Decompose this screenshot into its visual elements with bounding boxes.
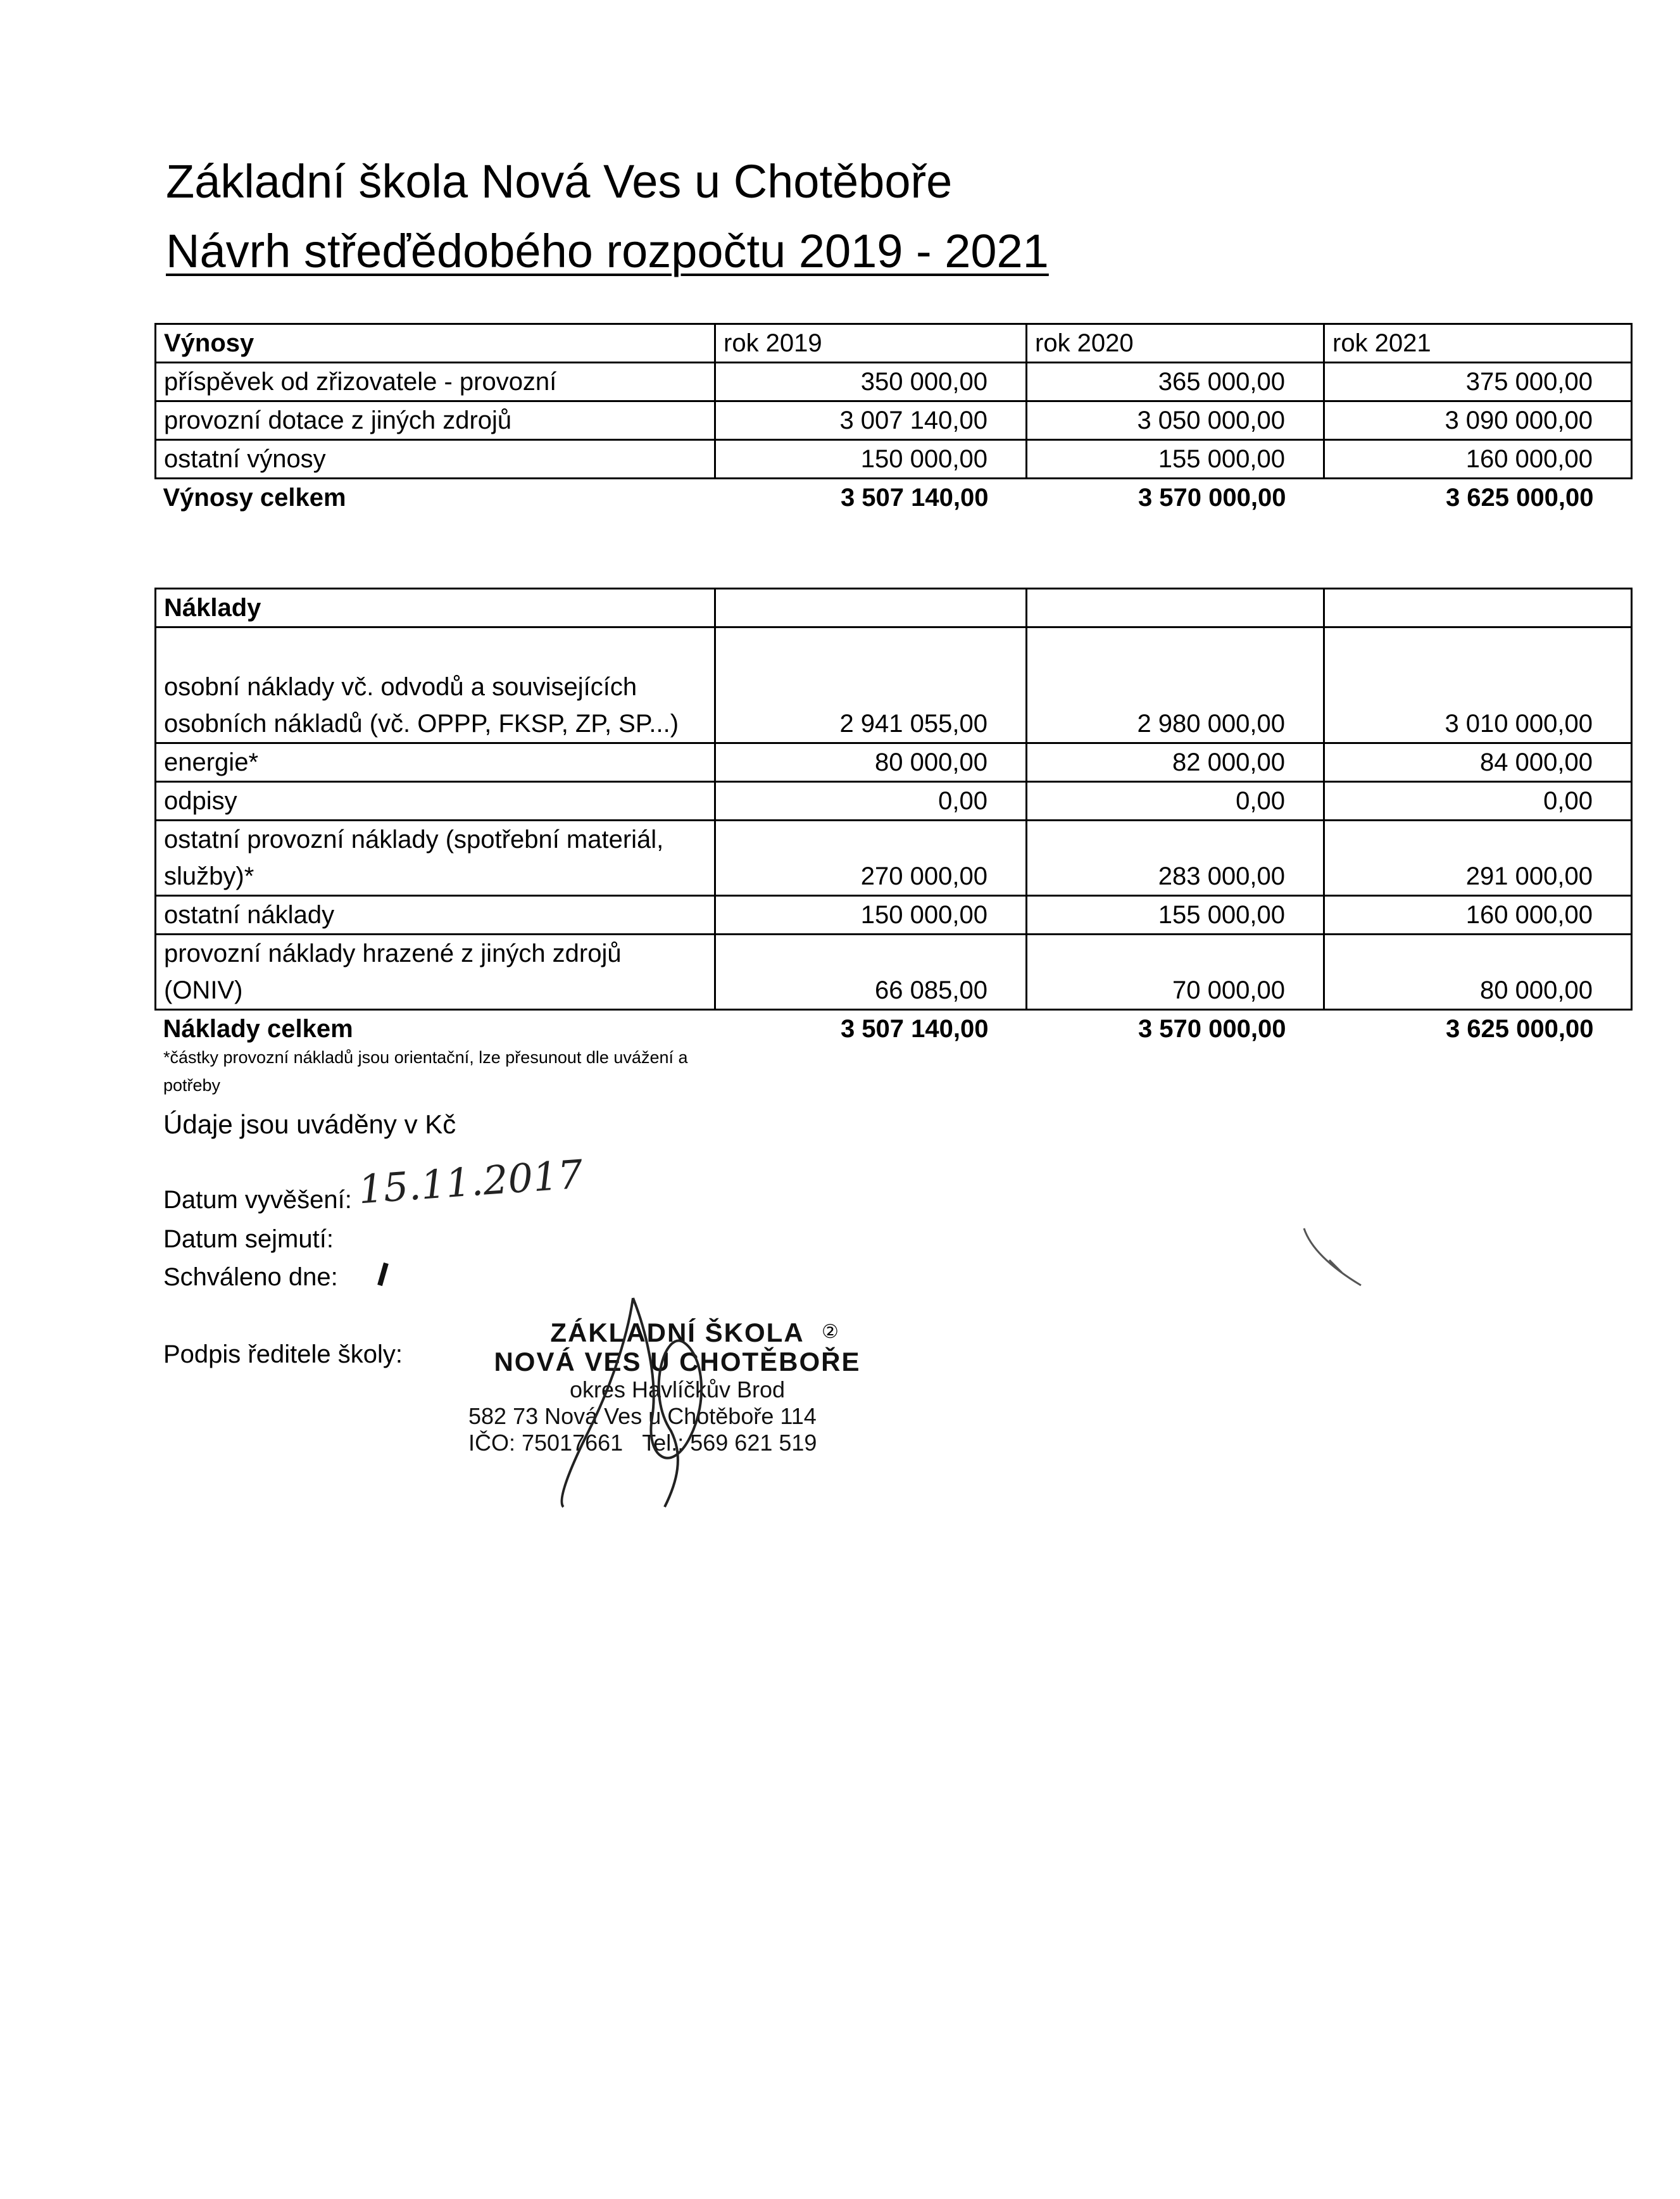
stamp-line: okres Havlíčkův Brod (569, 1377, 786, 1402)
footnote: *částky provozní nákladů jsou orientační, lze přesunout dle uvážení a potřeby (163, 1048, 688, 1095)
costs-total-row (156, 1010, 1632, 1048)
revenue-header-2019: rok 2019 (715, 324, 1027, 363)
stamp-number-mark: ② (822, 1321, 839, 1342)
row-label: energie* (156, 743, 715, 782)
total-label: Výnosy celkem (163, 484, 346, 512)
posted-date-value: 15.11.2017 (356, 1150, 585, 1213)
revenue-header-label: Výnosy (156, 324, 715, 363)
value-2021: 375 000,00 (1324, 363, 1632, 401)
value-2021: 80 000,00 (1324, 935, 1632, 1010)
value-2019: 150 000,00 (715, 440, 1027, 479)
value-2021: 84 000,00 (1324, 743, 1632, 782)
signature-label: Podpis ředitele školy: (163, 1340, 403, 1368)
row-label: odpisy (156, 782, 715, 821)
value-2019: 2 941 055,00 (715, 627, 1027, 743)
value-2021: 3 090 000,00 (1324, 401, 1632, 440)
total-2021: 3 625 000,00 (1445, 1015, 1594, 1043)
costs-header-label: Náklady (156, 589, 715, 627)
value-2020: 82 000,00 (1027, 743, 1324, 782)
removed-date-label: Datum sejmutí: (163, 1225, 334, 1253)
value-2021: 160 000,00 (1324, 896, 1632, 935)
revenue-table (154, 323, 1633, 516)
empty-cell (715, 589, 1027, 627)
row-label-line: služby)* (164, 862, 254, 890)
table-row (156, 896, 1632, 935)
value-2020: 3 050 000,00 (1027, 401, 1324, 440)
total-2020: 3 570 000,00 (1138, 1015, 1286, 1043)
value-2020: 70 000,00 (1027, 935, 1324, 1010)
document-title: Návrh střeďědobého rozpočtu 2019 - 2021 (166, 225, 1049, 277)
total-2021: 3 625 000,00 (1445, 484, 1594, 512)
value-2020: 155 000,00 (1027, 440, 1324, 479)
revenue-header-2021: rok 2021 (1324, 324, 1632, 363)
value-2019: 270 000,00 (715, 821, 1027, 896)
table-row (156, 401, 1632, 440)
row-label (156, 627, 715, 743)
total-2019: 3 507 140,00 (840, 1015, 989, 1043)
table-row (156, 782, 1632, 821)
value-2019: 3 007 140,00 (715, 401, 1027, 440)
stamp-phone: Tel.: 569 621 519 (642, 1430, 817, 1456)
costs-table (154, 588, 1633, 1047)
row-label-line: (ONIV) (164, 976, 243, 1004)
stamp-ico: IČO: 75017661 (468, 1430, 624, 1456)
table-row (156, 363, 1632, 401)
table-row (156, 743, 1632, 782)
row-label (156, 821, 715, 896)
value-2021: 291 000,00 (1324, 821, 1632, 896)
value-2019: 150 000,00 (715, 896, 1027, 935)
value-2020: 0,00 (1027, 782, 1324, 821)
approved-mark (380, 1263, 386, 1285)
row-label-line: ostatní provozní náklady (spotřební materiál, (164, 826, 664, 854)
row-label-line: provozní náklady hrazené z jiných zdrojů (164, 940, 622, 967)
value-2019: 0,00 (715, 782, 1027, 821)
table-row (156, 821, 1632, 896)
row-label (156, 935, 715, 1010)
row-label: ostatní náklady (156, 896, 715, 935)
value-2020: 365 000,00 (1027, 363, 1324, 401)
table-row (156, 935, 1632, 1010)
revenue-header-row (156, 324, 1632, 363)
total-2019: 3 507 140,00 (840, 484, 989, 512)
stamp-line: ZÁKLADNÍ ŠKOLA (550, 1318, 805, 1347)
row-label-line: osobní náklady vč. odvodů a souvisejících (164, 673, 637, 701)
approved-date-label: Schváleno dne: (163, 1263, 338, 1291)
row-label: provozní dotace z jiných zdrojů (156, 401, 715, 440)
revenue-header-2020: rok 2020 (1027, 324, 1324, 363)
stamp-line: 582 73 Nová Ves u Chotěboře 114 (468, 1403, 817, 1429)
value-2019: 350 000,00 (715, 363, 1027, 401)
empty-cell (1324, 589, 1632, 627)
value-2019: 66 085,00 (715, 935, 1027, 1010)
value-2020: 2 980 000,00 (1027, 627, 1324, 743)
value-2021: 0,00 (1324, 782, 1632, 821)
row-label: příspěvek od zřizovatele - provozní (156, 363, 715, 401)
revenue-total-row (156, 479, 1632, 517)
value-2021: 3 010 000,00 (1324, 627, 1632, 743)
value-2021: 160 000,00 (1324, 440, 1632, 479)
value-2020: 155 000,00 (1027, 896, 1324, 935)
stamp-line: NOVÁ VES U CHOTĚBOŘE (494, 1347, 861, 1377)
row-label-line: osobních nákladů (vč. OPPP, FKSP, ZP, SP...) (164, 710, 679, 738)
school-name: Základní škola Nová Ves u Chotěboře (166, 155, 953, 208)
empty-cell (1027, 589, 1324, 627)
posted-date-label: Datum vyvěšení: (163, 1186, 352, 1214)
table-row (156, 627, 1632, 743)
total-label: Náklady celkem (163, 1015, 353, 1043)
total-2020: 3 570 000,00 (1138, 484, 1286, 512)
units-note: Údaje jsou uváděny v Kč (163, 1109, 456, 1139)
stamp-line (468, 1430, 886, 1456)
value-2020: 283 000,00 (1027, 821, 1324, 896)
table-row (156, 440, 1632, 479)
costs-header-row (156, 589, 1632, 627)
row-label: ostatní výnosy (156, 440, 715, 479)
stray-mark (1304, 1228, 1361, 1285)
value-2019: 80 000,00 (715, 743, 1027, 782)
